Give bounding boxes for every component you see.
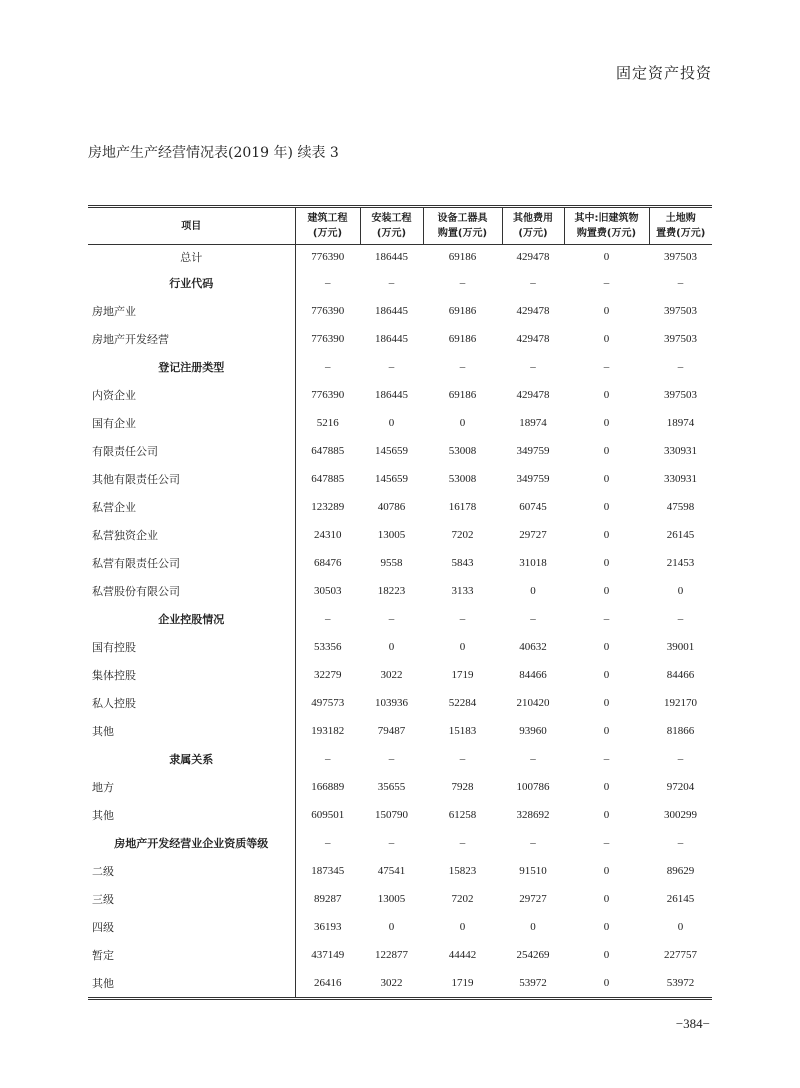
table-cell: 227757 xyxy=(664,949,697,961)
table-cell: 397503 xyxy=(664,251,697,263)
table-cell: 429478 xyxy=(516,305,550,317)
table-cell: 0 xyxy=(388,921,395,933)
row-label: 私营企业 xyxy=(88,493,295,521)
table-cell: 69186 xyxy=(448,305,477,317)
table-row xyxy=(88,297,712,325)
table-cell: 0 xyxy=(603,977,610,989)
table-cell: 349759 xyxy=(516,445,550,457)
table-cell: 69186 xyxy=(448,251,477,263)
row-label: 有限责任公司 xyxy=(88,437,295,465)
table-cell: 3022 xyxy=(380,669,403,681)
table-cell: – xyxy=(677,361,684,373)
table-cell: – xyxy=(325,613,331,625)
table-cell: – xyxy=(388,753,395,765)
table-cell: – xyxy=(530,837,536,849)
table-row xyxy=(88,633,712,661)
table-cell: 0 xyxy=(530,585,536,597)
table-cell: – xyxy=(677,837,684,849)
table-row xyxy=(88,577,712,605)
table-cell: 0 xyxy=(603,417,610,429)
table-cell: 193182 xyxy=(311,725,345,737)
table-row xyxy=(88,969,712,999)
table-cell: 52284 xyxy=(448,697,477,709)
table-cell: 328692 xyxy=(516,809,550,821)
row-label: 地方 xyxy=(88,773,295,801)
table-cell: 68476 xyxy=(314,557,342,569)
column-header xyxy=(564,207,649,245)
table-cell: 103936 xyxy=(375,697,408,709)
table-cell: – xyxy=(459,361,466,373)
section-row xyxy=(88,829,712,857)
table-cell: 330931 xyxy=(664,445,697,457)
table-cell: 3133 xyxy=(451,585,474,597)
table-cell: 5216 xyxy=(316,417,339,429)
row-label: 房地产业 xyxy=(88,297,295,325)
row-label: 其他 xyxy=(88,801,295,829)
row-label: 二级 xyxy=(88,857,295,885)
table-row xyxy=(88,521,712,549)
table-cell: 123289 xyxy=(311,501,345,513)
table-cell: 31018 xyxy=(519,557,547,569)
running-head: 固定资产投资 xyxy=(615,64,712,82)
table-cell: 15183 xyxy=(448,725,477,737)
table-cell: 0 xyxy=(603,809,610,821)
column-header-line: (万元) xyxy=(376,228,407,239)
row-label: 三级 xyxy=(88,885,295,913)
table-cell: 97204 xyxy=(666,781,695,793)
table-cell: 69186 xyxy=(448,333,477,345)
table-cell: – xyxy=(325,753,331,765)
table-cell: – xyxy=(388,613,395,625)
table-cell: 166889 xyxy=(311,781,345,793)
table-cell: – xyxy=(459,277,466,289)
table-row xyxy=(88,661,712,689)
table-cell: 47541 xyxy=(377,865,406,877)
table-cell: 53008 xyxy=(448,445,477,457)
table-cell: 18223 xyxy=(377,585,406,597)
table-cell: 210420 xyxy=(516,697,550,709)
row-label: 私人控股 xyxy=(88,689,295,717)
table-cell: 26145 xyxy=(666,529,695,541)
table-cell: – xyxy=(459,613,466,625)
table-cell: 254269 xyxy=(516,949,550,961)
table-cell: 0 xyxy=(459,417,466,429)
table-cell: 0 xyxy=(603,389,610,401)
column-header xyxy=(423,207,502,245)
table-row xyxy=(88,801,712,829)
table-cell: 0 xyxy=(603,865,610,877)
table-cell: 776390 xyxy=(311,333,345,345)
table-cell: 40786 xyxy=(377,501,406,513)
row-label: 企业控股情况 xyxy=(88,605,295,633)
table-title: 房地产生产经营情况表(2019 年) 续表 3 xyxy=(88,145,339,161)
column-header-line: (万元) xyxy=(518,228,548,239)
table-cell: – xyxy=(388,277,395,289)
table-cell: 397503 xyxy=(664,389,697,401)
table-cell: 5843 xyxy=(451,557,474,569)
table-cell: 18974 xyxy=(666,417,695,429)
row-label: 总计 xyxy=(88,245,295,270)
table-row xyxy=(88,773,712,801)
table-cell: 0 xyxy=(603,251,610,263)
row-label: 私营独资企业 xyxy=(88,521,295,549)
table-body xyxy=(88,245,712,999)
table-cell: 81866 xyxy=(666,725,695,737)
table-cell: 0 xyxy=(603,585,610,597)
table-cell: 429478 xyxy=(516,333,550,345)
table-cell: 497573 xyxy=(311,697,345,709)
table-cell: 13005 xyxy=(377,529,406,541)
table-cell: – xyxy=(677,277,684,289)
table-cell: 60745 xyxy=(519,501,547,513)
table-cell: 13005 xyxy=(377,893,406,905)
table-cell: 84466 xyxy=(519,669,547,681)
page-number: −384− xyxy=(675,1016,710,1031)
table-cell: 0 xyxy=(530,921,536,933)
row-label: 私营股份有限公司 xyxy=(88,577,295,605)
table-cell: 100786 xyxy=(516,781,550,793)
table-row xyxy=(88,493,712,521)
table-cell: 145659 xyxy=(375,445,408,457)
table-cell: 609501 xyxy=(311,809,345,821)
section-row xyxy=(88,745,712,773)
row-label: 其他 xyxy=(88,717,295,745)
row-label: 集体控股 xyxy=(88,661,295,689)
table-cell: 93960 xyxy=(519,725,547,737)
table-row xyxy=(88,409,712,437)
column-header-line: 建筑工程 xyxy=(307,213,348,224)
table-cell: 0 xyxy=(603,641,610,653)
table-row xyxy=(88,437,712,465)
table-cell: 0 xyxy=(603,501,610,513)
table-cell: 429478 xyxy=(516,251,550,263)
table-cell: 330931 xyxy=(664,473,697,485)
table-cell: 18974 xyxy=(519,417,547,429)
section-row xyxy=(88,269,712,297)
table-cell: 7202 xyxy=(451,893,474,905)
table-cell: 0 xyxy=(603,893,610,905)
table-cell: – xyxy=(603,753,610,765)
table-cell: 91510 xyxy=(519,865,547,877)
table-header-row xyxy=(88,207,712,245)
table-cell: 53972 xyxy=(666,977,695,989)
table-cell: 186445 xyxy=(375,305,408,317)
table-row xyxy=(88,941,712,969)
table-cell: 0 xyxy=(459,921,466,933)
row-label: 国有控股 xyxy=(88,633,295,661)
table-cell: 187345 xyxy=(311,865,345,877)
table-cell: 150790 xyxy=(375,809,408,821)
table-cell: 397503 xyxy=(664,333,697,345)
table-cell: 349759 xyxy=(516,473,550,485)
table-cell: 0 xyxy=(603,529,610,541)
table-cell: 647885 xyxy=(311,473,345,485)
table-cell: 0 xyxy=(388,417,395,429)
total-row xyxy=(88,245,712,270)
column-header-line: 土地购 xyxy=(665,213,696,224)
table-cell: 145659 xyxy=(375,473,408,485)
table-cell: 0 xyxy=(603,557,610,569)
row-label: 隶属关系 xyxy=(88,745,295,773)
table-row xyxy=(88,689,712,717)
row-label: 房地产开发经营 xyxy=(88,325,295,353)
table-cell: 397503 xyxy=(664,305,697,317)
table-cell: 24310 xyxy=(314,529,342,541)
table-cell: 0 xyxy=(603,445,610,457)
table-cell: 437149 xyxy=(311,949,345,961)
column-header-line: (万元) xyxy=(312,228,343,239)
table-row xyxy=(88,717,712,745)
column-header-line: 购置费(万元) xyxy=(576,228,637,239)
table-cell: 26145 xyxy=(666,893,695,905)
table-cell: 186445 xyxy=(375,251,408,263)
table-cell: – xyxy=(325,277,331,289)
table-cell: 122877 xyxy=(375,949,408,961)
table-cell: – xyxy=(325,837,331,849)
table-cell: 53972 xyxy=(519,977,547,989)
table-cell: 0 xyxy=(677,585,684,597)
table-cell: – xyxy=(459,837,466,849)
table-cell: 26416 xyxy=(314,977,342,989)
table-cell: – xyxy=(603,613,610,625)
table-cell: 7928 xyxy=(451,781,474,793)
table-cell: 429478 xyxy=(516,389,550,401)
table-cell: 47598 xyxy=(666,501,695,513)
table-cell: 7202 xyxy=(451,529,474,541)
table-cell: – xyxy=(603,277,610,289)
table-cell: – xyxy=(459,753,466,765)
table-cell: 53008 xyxy=(448,473,477,485)
table-cell: 40632 xyxy=(519,641,547,653)
table-cell: – xyxy=(388,837,395,849)
table-cell: 3022 xyxy=(380,977,403,989)
table-cell: 36193 xyxy=(314,921,342,933)
column-header xyxy=(502,207,564,245)
table-cell: – xyxy=(603,361,610,373)
table-cell: 9558 xyxy=(380,557,403,569)
table-cell: 0 xyxy=(603,305,610,317)
row-label: 暂定 xyxy=(88,941,295,969)
table-row xyxy=(88,885,712,913)
table-cell: 39001 xyxy=(666,641,695,653)
row-label: 登记注册类型 xyxy=(88,353,295,381)
table-cell: 16178 xyxy=(448,501,477,513)
table-cell: 1719 xyxy=(451,977,474,989)
table-cell: – xyxy=(530,361,536,373)
table-cell: – xyxy=(530,753,536,765)
table-row xyxy=(88,913,712,941)
table-cell: 776390 xyxy=(311,251,345,263)
section-row xyxy=(88,605,712,633)
table-row xyxy=(88,549,712,577)
table-cell: – xyxy=(388,361,395,373)
table-cell: – xyxy=(530,613,536,625)
table-cell: 0 xyxy=(677,921,684,933)
table-cell: 44442 xyxy=(448,949,477,961)
table-cell: 0 xyxy=(388,641,395,653)
column-header-line: 安装工程 xyxy=(371,213,412,224)
row-label: 四级 xyxy=(88,913,295,941)
table-row xyxy=(88,325,712,353)
row-label: 内资企业 xyxy=(88,381,295,409)
table-cell: 0 xyxy=(459,641,466,653)
table-cell: 300299 xyxy=(664,809,697,821)
table-cell: 0 xyxy=(603,473,610,485)
row-label: 其他 xyxy=(88,969,295,999)
table-cell: 186445 xyxy=(375,333,408,345)
row-label: 国有企业 xyxy=(88,409,295,437)
table-row xyxy=(88,465,712,493)
table-cell: 35655 xyxy=(377,781,406,793)
table-cell: 0 xyxy=(603,333,610,345)
column-header-line: 购置(万元) xyxy=(437,228,488,239)
table-row xyxy=(88,381,712,409)
column-header xyxy=(649,207,712,245)
table-cell: 84466 xyxy=(666,669,695,681)
table-cell: 0 xyxy=(603,781,610,793)
table-cell: 0 xyxy=(603,697,610,709)
column-header xyxy=(88,207,295,245)
table-cell: – xyxy=(677,613,684,625)
row-label: 行业代码 xyxy=(88,269,295,297)
table-cell: 29727 xyxy=(519,529,547,541)
column-header-line: 其中:旧建筑物 xyxy=(574,213,639,224)
table-cell: 776390 xyxy=(311,389,345,401)
table-cell: 192170 xyxy=(664,697,697,709)
table-cell: 29727 xyxy=(519,893,547,905)
table-cell: 32279 xyxy=(314,669,342,681)
table-cell: 30503 xyxy=(314,585,342,597)
table-cell: 1719 xyxy=(451,669,474,681)
column-header xyxy=(360,207,423,245)
column-header xyxy=(295,207,360,245)
column-header-line: 其他费用 xyxy=(513,213,553,224)
column-header-line: 设备工器具 xyxy=(437,213,488,224)
table-cell: 69186 xyxy=(448,389,477,401)
table-cell: 89629 xyxy=(666,865,695,877)
table-cell: 647885 xyxy=(311,445,345,457)
row-label: 私营有限责任公司 xyxy=(88,549,295,577)
table-cell: 89287 xyxy=(314,893,342,905)
table-cell: – xyxy=(603,837,610,849)
table-cell: 186445 xyxy=(375,389,408,401)
table-cell: – xyxy=(677,753,684,765)
column-header-line: 置费(万元) xyxy=(656,228,706,239)
row-label: 其他有限责任公司 xyxy=(88,465,295,493)
data-table xyxy=(88,205,712,1000)
table-cell: 21453 xyxy=(666,557,695,569)
column-header-line: 项目 xyxy=(181,220,202,232)
table-cell: 53356 xyxy=(314,641,342,653)
row-label: 房地产开发经营业企业资质等级 xyxy=(88,829,295,857)
table-cell: 79487 xyxy=(377,725,406,737)
section-row xyxy=(88,353,712,381)
table-cell: 0 xyxy=(603,949,610,961)
table-cell: – xyxy=(325,361,331,373)
table-cell: 61258 xyxy=(448,809,477,821)
table-cell: 0 xyxy=(603,669,610,681)
table-cell: 0 xyxy=(603,725,610,737)
table-cell: 776390 xyxy=(311,305,345,317)
table-cell: 15823 xyxy=(448,865,477,877)
table-cell: 0 xyxy=(603,921,610,933)
table-cell: – xyxy=(530,277,536,289)
table-row xyxy=(88,857,712,885)
